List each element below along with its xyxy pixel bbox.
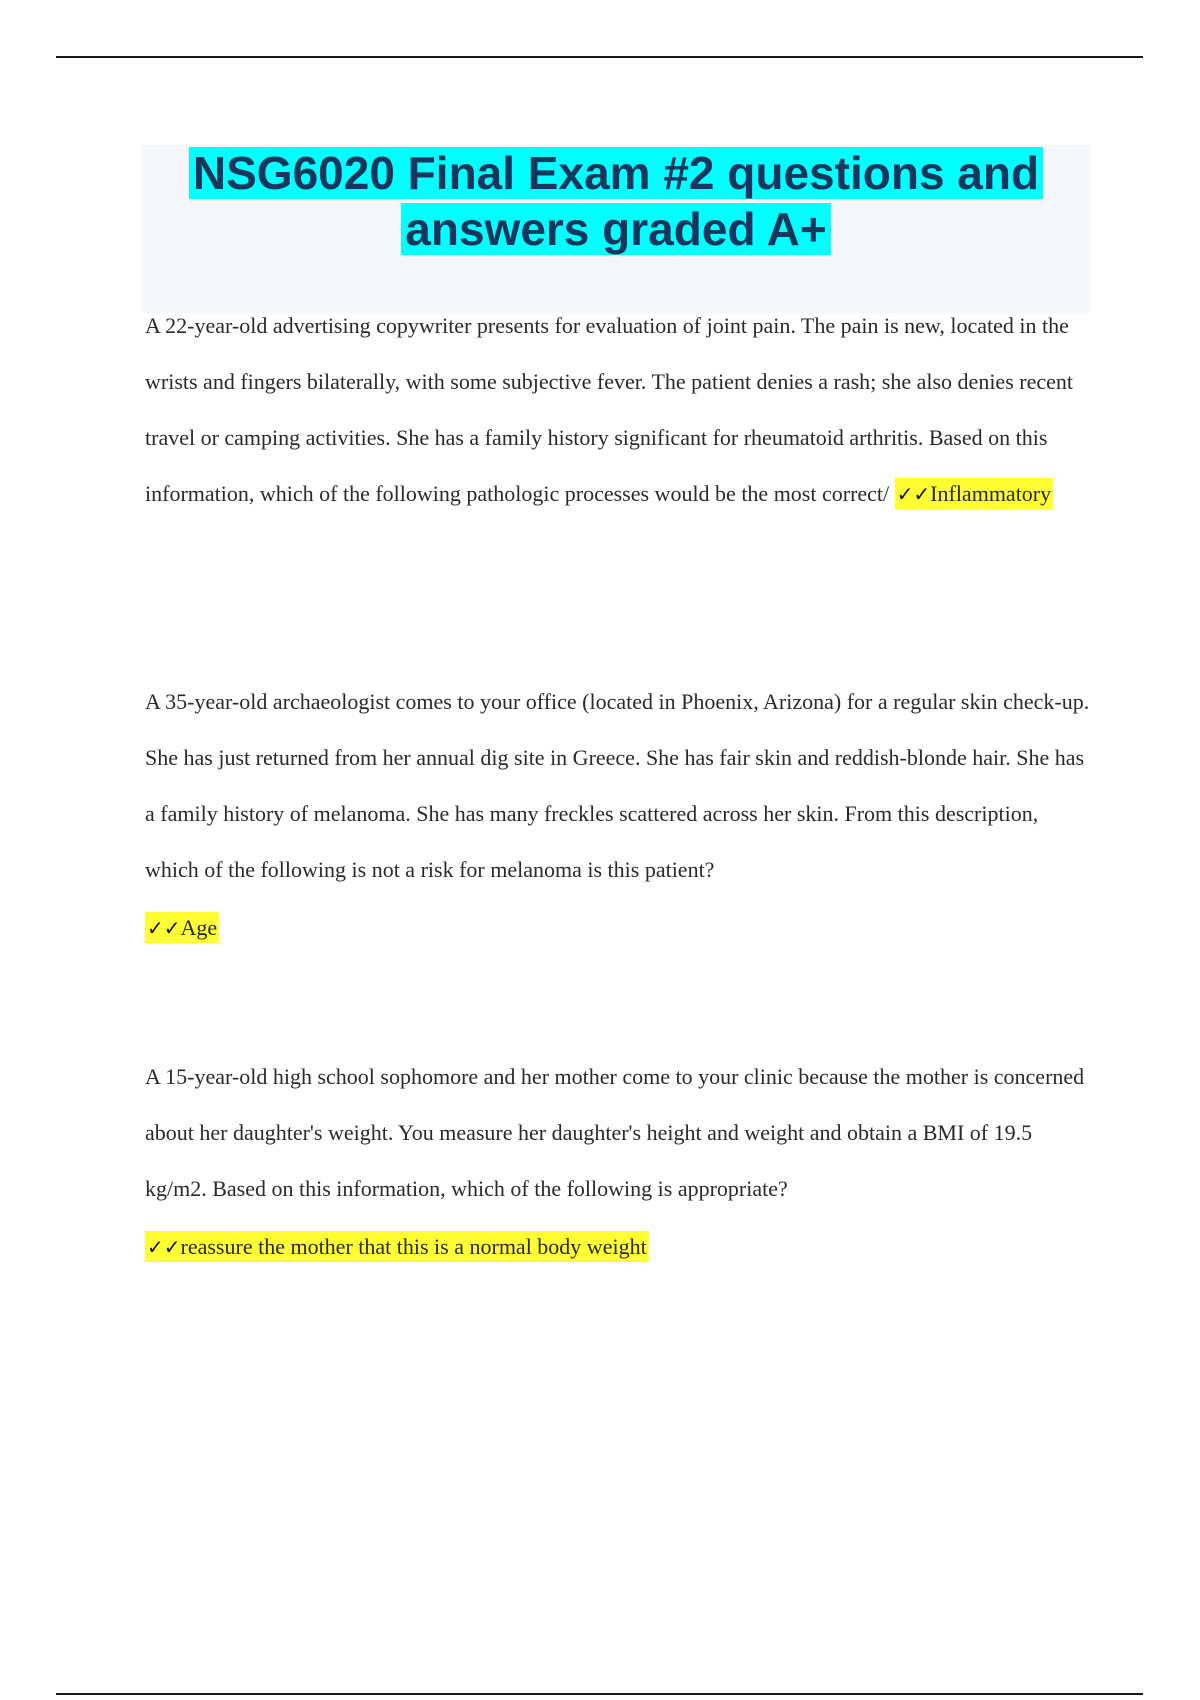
top-rule [56, 56, 1143, 58]
question-item [145, 1049, 1090, 1275]
bottom-rule [56, 1693, 1143, 1695]
question-item [145, 674, 1090, 956]
question-text: A 35-year-old archaeologist comes to your office (located in Phoenix, Arizona) for a regular skin check-up. She has just returned from her annual dig site in Greece. She has fair skin and reddish-blonde hair. She has a family history of melanoma. She has many freckles scattered across her skin. From this description, which of the following is not a risk for melanoma is this patient? [145, 689, 1090, 882]
question-item [145, 298, 1090, 522]
title-block [142, 145, 1090, 313]
answer-highlight [145, 1231, 649, 1262]
question-text: A 15-year-old high school sophomore and her mother come to your clinic because the mother is concerned about her daughter's weight. You measure her daughter's height and weight and obtain a BMI of 19.5 kg/m2. Based on this information, which of the following is appropriate? [145, 1064, 1085, 1201]
check-icon: ✓✓ [147, 916, 181, 940]
answer-highlight [895, 478, 1053, 509]
answer-row [145, 900, 1090, 956]
answer-text: Inflammatory [930, 481, 1052, 506]
question-text: A 22-year-old advertising copywriter presents for evaluation of joint pain. The pain is new, located in the wrists and fingers bilaterally, with some subjective fever. The patient denies a rash; she also denies recent travel or camping activities. She has a family history significant for rheumatoid arthritis. Based on this information, which of the following pathologic processes would be the most correct/ [145, 313, 1073, 506]
document-title-line1: NSG6020 Final Exam #2 questions and [189, 147, 1043, 199]
answer-text: reassure the mother that this is a normal body weight [180, 1234, 647, 1259]
answer-highlight [145, 912, 219, 943]
check-icon: ✓✓ [896, 482, 931, 506]
answer-row [145, 1219, 1090, 1275]
document-title-line2: answers graded A+ [401, 203, 830, 255]
check-icon: ✓✓ [147, 1235, 181, 1259]
answer-text: Age [180, 915, 218, 940]
